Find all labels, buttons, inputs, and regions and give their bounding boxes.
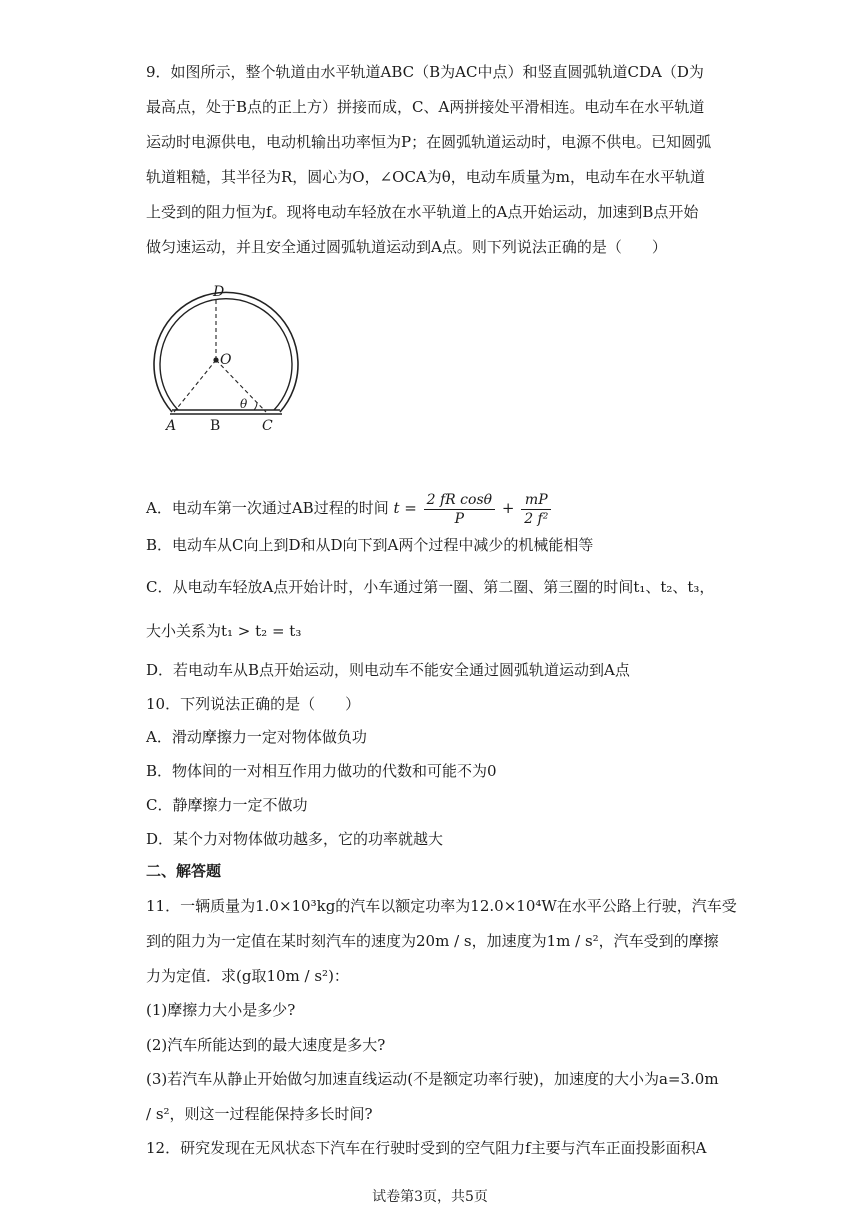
q9-option-b: B．电动车从C向上到D和从D向下到A两个过程中减少的机械能相等 [146, 536, 594, 554]
label-D: D [213, 284, 225, 300]
q9-line-4: 轨道粗糙，其半径为R，圆心为O，∠OCA为θ，电动车质量为m，电动车在水平轨道 [146, 168, 706, 186]
q9-option-c-line-1: C．从电动车轻放A点开始计时，小车通过第一圈、第二圈、第三圈的时间t₁、t₂、t₃， [146, 578, 715, 596]
q9-option-d: D．若电动车从B点开始运动，则电动车不能安全通过圆弧轨道运动到A点 [146, 661, 630, 679]
q11-sub-1: (1)摩擦力大小是多少? [146, 1001, 296, 1019]
angle-arc [254, 402, 257, 410]
center-point [213, 357, 218, 362]
q11-sub-2: (2)汽车所能达到的最大速度是多大? [146, 1036, 386, 1054]
q9-option-c-line-2: 大小关系为t₁ > t₂ = t₃ [146, 622, 302, 640]
q10-option-c: C．静摩擦力一定不做功 [146, 796, 308, 814]
option-a-prefix: A．电动车第一次通过AB过程的时间 [146, 499, 389, 517]
fraction-1-denominator: P [454, 510, 465, 527]
q11-line-1: 11．一辆质量为1.0×10³kg的汽车以额定功率为12.0×10⁴W在水平公路上行驶，汽车受 [146, 897, 737, 915]
q9-line-1: 9．如图所示，整个轨道由水平轨道ABC（B为AC中点）和竖直圆弧轨道CDA（D为 [146, 63, 704, 81]
label-B: B [210, 418, 221, 434]
track-figure [140, 280, 310, 440]
q9-option-a [146, 488, 553, 528]
q9-line-6: 做匀速运动，并且安全通过圆弧轨道运动到A点。则下列说法正确的是（ ） [146, 238, 667, 256]
q11-line-3: 力为定值．求(g取10m / s²)： [146, 967, 349, 985]
fraction-2-numerator: mP [521, 491, 551, 510]
section-heading: 二、解答题 [146, 862, 222, 880]
label-A: A [166, 418, 177, 434]
q11-line-2: 到的阻力为一定值在某时刻汽车的速度为20m / s，加速度为1m / s²，汽车受到的摩擦 [146, 932, 719, 950]
q11-sub-3: (3)若汽车从静止开始做匀加速直线运动(不是额定功率行驶)，加速度的大小为a=3.0m [146, 1070, 719, 1088]
q9-line-5: 上受到的阻力恒为f。现将电动车轻放在水平轨道上的A点开始运动，加速到B点开始 [146, 203, 699, 221]
q9-line-3: 运动时电源供电，电动机输出功率恒为P；在圆弧轨道运动时，电源不供电。已知圆弧 [146, 133, 712, 151]
page-footer: 试卷第3页，共5页 [372, 1189, 488, 1205]
label-C: C [262, 418, 273, 434]
q10-option-b: B．物体间的一对相互作用力做功的代数和可能不为0 [146, 762, 497, 780]
formula-fraction-1 [424, 491, 495, 528]
label-O: O [220, 352, 232, 368]
q11-sub-3-cont: / s²，则这一过程能保持多长时间? [146, 1105, 373, 1123]
q12-line-1: 12．研究发现在无风状态下汽车在行驶时受到的空气阻力f主要与汽车正面投影面积A [146, 1139, 707, 1157]
q9-line-2: 最高点，处于B点的正上方）拼接而成，C、A两拼接处平滑相连。电动车在水平轨道 [146, 98, 705, 116]
q10-option-a: A．滑动摩擦力一定对物体做负功 [146, 728, 367, 746]
fraction-1-numerator: 2 fR cosθ [424, 491, 495, 510]
label-theta: θ [240, 397, 248, 411]
formula-plus: + [501, 499, 515, 517]
formula-fraction-2 [521, 491, 551, 528]
fraction-2-denominator: 2 f² [524, 510, 549, 527]
option-a-t-eq: t = [393, 499, 417, 517]
dashed-OA [174, 360, 216, 412]
q10-stem: 10．下列说法正确的是（ ） [146, 695, 361, 713]
q10-option-d: D．某个力对物体做功越多，它的功率就越大 [146, 830, 444, 848]
